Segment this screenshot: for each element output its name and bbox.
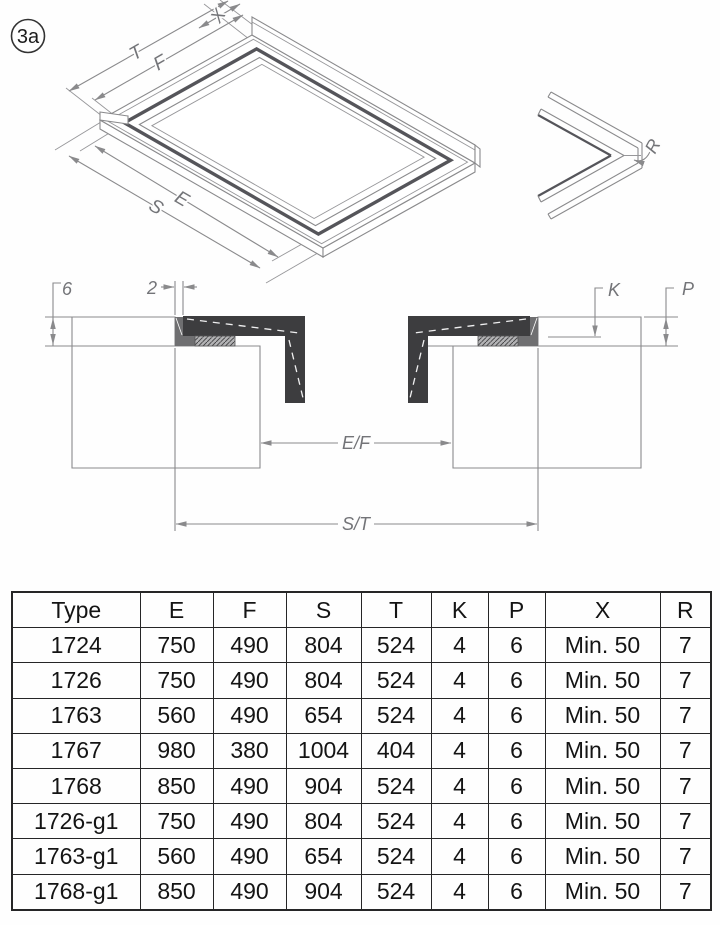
dim-label-gap: 2 (146, 278, 158, 298)
corner-detail (538, 92, 665, 219)
column-header-k: K (431, 592, 488, 628)
frame-profile-right (408, 316, 530, 403)
dim-label-r: R (640, 135, 665, 157)
table-cell: Min. 50 (545, 733, 660, 768)
table-cell: 4 (431, 628, 488, 663)
table-cell: 6 (488, 804, 545, 839)
table-cell: 490 (213, 698, 286, 733)
table-cell: 4 (431, 839, 488, 874)
column-header-f: F (213, 592, 286, 628)
table-cell: 524 (361, 663, 431, 698)
table-cell: 6 (488, 628, 545, 663)
table-cell: 4 (431, 804, 488, 839)
column-header-type: Type (12, 592, 140, 628)
table-cell: 560 (140, 839, 213, 874)
table-cell: 1763 (12, 698, 140, 733)
dim-label-ef: E/F (341, 433, 371, 453)
table-cell: 750 (140, 663, 213, 698)
table-cell: 524 (361, 874, 431, 910)
spec-table (11, 591, 712, 911)
column-header-x: X (545, 592, 660, 628)
dim-label-k: K (607, 280, 621, 300)
dim-label-f: F (149, 51, 171, 76)
table-cell: 7 (660, 804, 711, 839)
table-cell: 490 (213, 628, 286, 663)
dim-label-t: T (125, 41, 147, 66)
dim-label-e: E (171, 186, 193, 212)
table-cell: 524 (361, 628, 431, 663)
column-header-p: P (488, 592, 545, 628)
table-cell: 490 (213, 839, 286, 874)
dim-label-st: S/T (341, 514, 371, 534)
cross-section-view (45, 278, 694, 534)
table-cell: 7 (660, 874, 711, 910)
badge-label: 3a (16, 26, 40, 48)
table-cell: 1726 (12, 663, 140, 698)
table-cell: 1763-g1 (12, 839, 140, 874)
dimension-6-bracket (53, 283, 61, 346)
table-cell: 6 (488, 874, 545, 910)
table-cell: 850 (140, 874, 213, 910)
table-cell: 490 (213, 663, 286, 698)
table-cell: 1726-g1 (12, 804, 140, 839)
table-cell: 804 (286, 663, 361, 698)
table-cell: 904 (286, 768, 361, 803)
table-cell: 7 (660, 733, 711, 768)
dim-label-s: S (145, 194, 167, 220)
table-cell: Min. 50 (545, 839, 660, 874)
table-row (12, 839, 711, 874)
table-cell: 654 (286, 698, 361, 733)
table-cell: 804 (286, 804, 361, 839)
table-cell: 380 (213, 733, 286, 768)
table-cell: 7 (660, 768, 711, 803)
table-row (12, 733, 711, 768)
figure-badge (12, 20, 45, 53)
table-cell: 4 (431, 698, 488, 733)
table-cell: 7 (660, 698, 711, 733)
table-row (12, 768, 711, 803)
table-cell: 7 (660, 839, 711, 874)
column-header-r: R (660, 592, 711, 628)
table-cell: Min. 50 (545, 663, 660, 698)
table-row (12, 663, 711, 698)
table-cell: 750 (140, 804, 213, 839)
spec-table-body (12, 628, 711, 910)
table-cell: 6 (488, 698, 545, 733)
table-cell: 980 (140, 733, 213, 768)
table-cell: 4 (431, 733, 488, 768)
table-cell: Min. 50 (545, 628, 660, 663)
table-cell: Min. 50 (545, 768, 660, 803)
table-row (12, 628, 711, 663)
table-cell: 850 (140, 768, 213, 803)
table-cell: Min. 50 (545, 698, 660, 733)
table-header-row (12, 592, 711, 628)
table-cell: Min. 50 (545, 874, 660, 910)
table-cell: 1724 (12, 628, 140, 663)
table-cell: 6 (488, 733, 545, 768)
table-cell: 490 (213, 804, 286, 839)
table-cell: 1767 (12, 733, 140, 768)
table-cell: 1768-g1 (12, 874, 140, 910)
table-cell: Min. 50 (545, 804, 660, 839)
table-cell: 490 (213, 768, 286, 803)
dim-label-x: X (206, 5, 230, 27)
adhesive-tape-right (478, 336, 518, 346)
table-cell: 804 (286, 628, 361, 663)
dim-label-recess-depth: 6 (61, 279, 73, 299)
table-cell: 4 (431, 768, 488, 803)
table-cell: 490 (213, 874, 286, 910)
table-cell: 524 (361, 804, 431, 839)
table-cell: 524 (361, 839, 431, 874)
table-cell: 654 (286, 839, 361, 874)
table-cell: 6 (488, 768, 545, 803)
table-row (12, 874, 711, 910)
table-cell: 4 (431, 663, 488, 698)
column-header-t: T (361, 592, 431, 628)
adhesive-tape-left (195, 336, 235, 346)
table-cell: 560 (140, 698, 213, 733)
column-header-s: S (286, 592, 361, 628)
table-cell: 1768 (12, 768, 140, 803)
table-cell: 524 (361, 698, 431, 733)
table-cell: 7 (660, 663, 711, 698)
isometric-view (55, 0, 480, 283)
table-row (12, 804, 711, 839)
table-cell: 750 (140, 628, 213, 663)
table-cell: 7 (660, 628, 711, 663)
table-cell: 404 (361, 733, 431, 768)
table-cell: 6 (488, 663, 545, 698)
column-header-e: E (140, 592, 213, 628)
table-cell: 904 (286, 874, 361, 910)
table-cell: 524 (361, 768, 431, 803)
dim-label-p: P (681, 279, 695, 299)
table-cell: 1004 (286, 733, 361, 768)
table-cell: 6 (488, 839, 545, 874)
table-cell: 4 (431, 874, 488, 910)
table-row (12, 698, 711, 733)
frame-profile-left (183, 316, 305, 403)
